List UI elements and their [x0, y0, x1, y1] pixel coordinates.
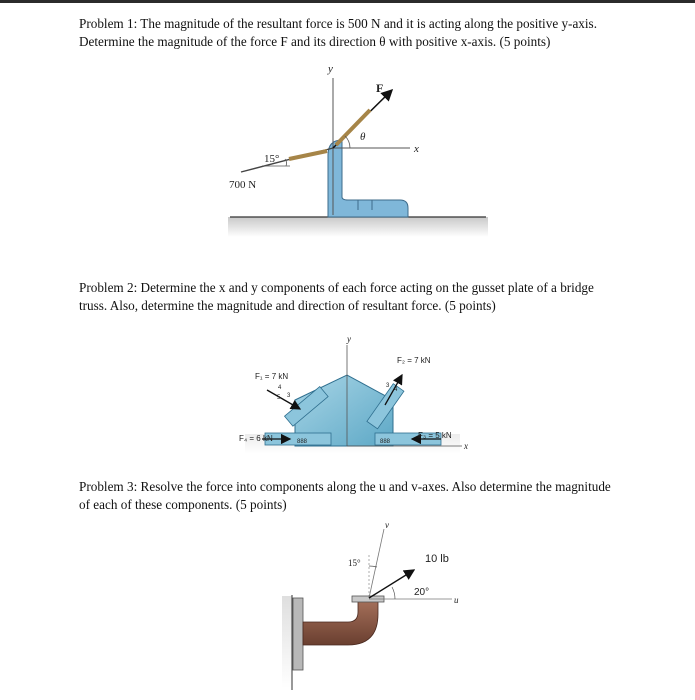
- f2-slope-3: 3: [386, 383, 390, 389]
- force-f-label: F: [376, 81, 384, 95]
- bolts-right: 888: [380, 439, 391, 445]
- f1-slope-3: 3: [287, 393, 291, 399]
- f4-label: F₄ = 6 kN: [239, 434, 273, 443]
- figure-2: [239, 334, 468, 454]
- wall-plate: [293, 598, 303, 670]
- x-axis-label: x: [414, 143, 419, 155]
- f2-label: F₂ = 7 kN: [397, 356, 431, 365]
- figure-1: [228, 63, 488, 237]
- theta-label: θ: [360, 131, 366, 143]
- bolts-left: 888: [297, 439, 308, 445]
- v-axis-label: v: [385, 520, 389, 530]
- force-10lb-label: 10 lb: [425, 553, 449, 565]
- f1-slope-5: 5: [277, 395, 281, 401]
- angle-15-label: 15°: [348, 558, 361, 568]
- f1-slope-4: 4: [278, 385, 282, 391]
- problem-1-text: Problem 1: The magnitude of the resultant force is 500 N and it is acting along the positive y-axis. Determine the magnitude of the force F and its direction θ with positive x-axis. (5 points): [79, 16, 597, 49]
- angle-20-label: 20°: [414, 587, 430, 598]
- angle-15-label: 15°: [264, 153, 280, 165]
- x-axis-label: x: [464, 441, 468, 451]
- force-10lb-arrow: [369, 570, 414, 598]
- v-axis-line: [369, 529, 384, 598]
- f2-slope-4: 4: [394, 387, 398, 393]
- wall-shading: [282, 596, 292, 688]
- f3-label: F₃ = 5 kN: [418, 431, 452, 440]
- problem-3-text: Problem 3: Resolve the force into components along the u and v-axes. Also determine the magnitude of each of these components. (5 points): [79, 479, 611, 512]
- problem-2-text: Problem 2: Determine the x and y components of each force acting on the gusset plate of a bridge truss. Also, determine the magnitude and direction of resultant force. (5 points): [79, 280, 594, 313]
- post-bracket: [328, 140, 408, 217]
- y-axis-label: y: [347, 334, 351, 344]
- bent-pipe: [303, 600, 378, 645]
- force-700n-label: 700 N: [229, 179, 257, 191]
- y-axis-label: y: [328, 63, 333, 75]
- figure-3: [282, 520, 459, 690]
- left-hook-rod: [289, 151, 327, 159]
- ground-shading: [228, 217, 488, 237]
- u-axis-label: u: [454, 595, 459, 605]
- angle-20-arc: [392, 587, 395, 599]
- f1-label: F₁ = 7 kN: [255, 372, 289, 381]
